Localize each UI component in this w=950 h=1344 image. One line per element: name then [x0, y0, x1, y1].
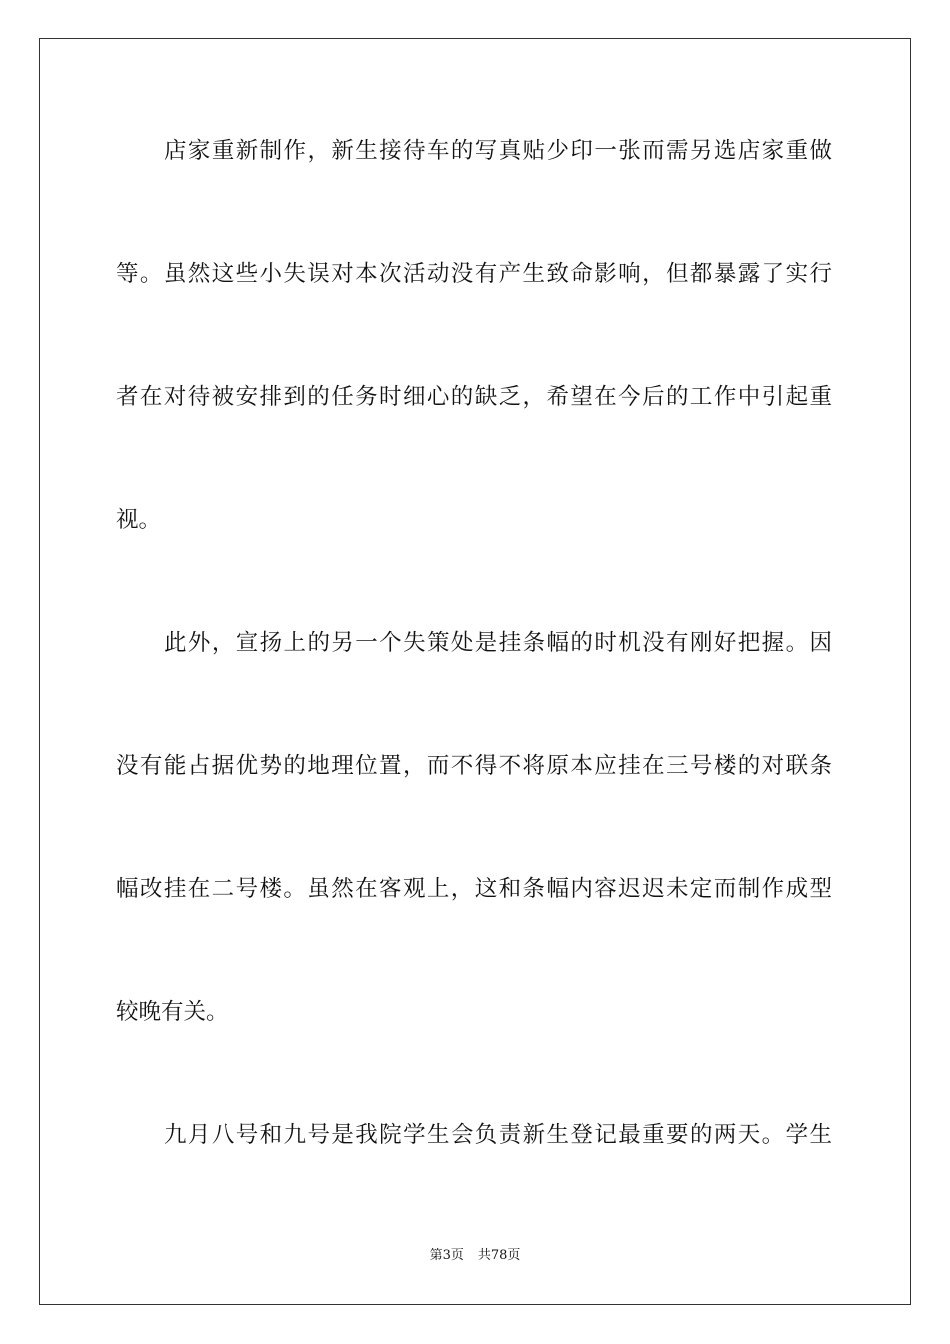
- paragraph-line: 视。: [116, 507, 162, 533]
- paragraph-line: 较晚有关。: [116, 999, 229, 1025]
- paragraph-line: 等。虽然这些小失误对本次活动没有产生致命影响，但都暴露了实行: [116, 261, 832, 287]
- total-pages: 共78页: [477, 1248, 521, 1263]
- paragraph-line: 店家重新制作，新生接待车的写真贴少印一张而需另选店家重做: [164, 138, 832, 164]
- paragraph-line: 者在对待被安排到的任务时细心的缺乏，希望在今后的工作中引起重: [116, 384, 832, 410]
- paragraph-line: 没有能占据优势的地理位置，而不得不将原本应挂在三号楼的对联条: [116, 753, 832, 779]
- page-number: 第3页: [429, 1248, 464, 1263]
- paragraph-line: 此外，宣扬上的另一个失策处是挂条幅的时机没有刚好把握。因: [164, 630, 832, 656]
- page-footer: [0, 1247, 950, 1265]
- paragraph-line: 幅改挂在二号楼。虽然在客观上，这和条幅内容迟迟未定而制作成型: [116, 876, 832, 902]
- page-border: [39, 38, 911, 1305]
- paragraph-line: 九月八号和九号是我院学生会负责新生登记最重要的两天。学生: [164, 1122, 832, 1148]
